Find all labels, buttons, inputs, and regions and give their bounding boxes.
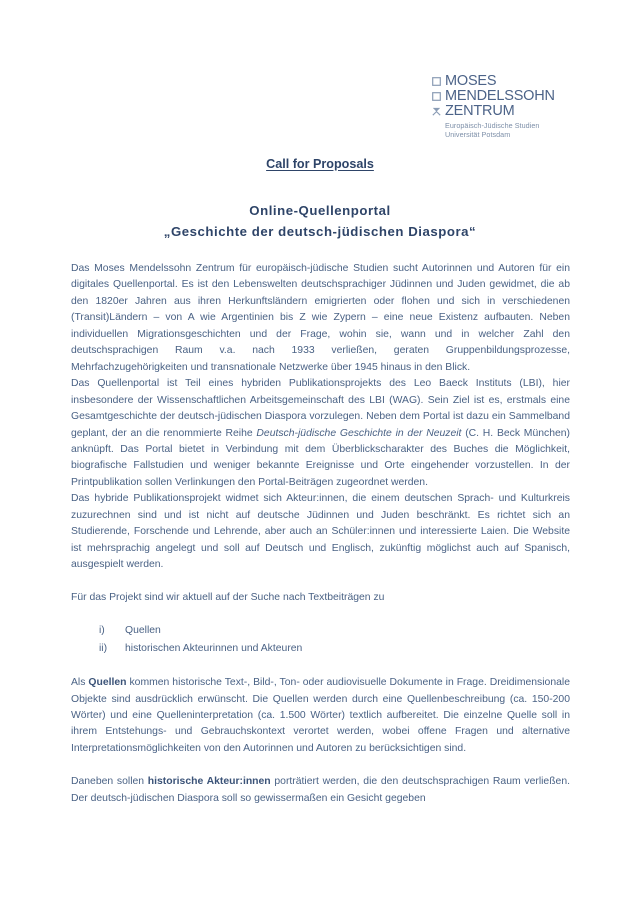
- logo-subtitle-line-2: Universität Potsdam: [445, 130, 511, 140]
- organization-logo: [432, 74, 577, 140]
- emphasis-akteurinnen: historische Akteur:innen: [147, 776, 271, 788]
- paragraph-text-part: porträtiert werden, die den deutschsprachigen Raum verließen. Der deutsch-jüdischen Diaspora soll so gewissermaßen ein Gesicht gegeben: [71, 776, 571, 804]
- logo-subtitle-line-1: Europäisch-Jüdische Studien: [445, 121, 540, 130]
- logo-line-moses: [432, 74, 577, 88]
- paragraph-actors: [71, 774, 570, 807]
- paragraph-sources: [71, 675, 570, 757]
- paragraph-text-part: kommen historische Text-, Bild-, Ton- oder audiovisuelle Dokumente in Frage. Dreidimensionale Objekte sind ausdrücklich erwünscht. Die Quellen werden durch eine Quellenbeschreibung (ca. 150-200 Wörter) und eine Quelleninterpretation (ca. 1.500 Wörter) textlich aufbereitet. Die einzelne Quelle soll in ihrem Entstehungs- und Gebrauchskontext verortet werden, wobei offene Fragen und alternative Interpretationsmöglichkeiten von den Autorinnen und Autoren zu berücksichtigen sind.: [71, 677, 570, 754]
- list-item-marker: i): [99, 625, 105, 637]
- square-outline-icon: [432, 92, 441, 101]
- spacer: [71, 574, 570, 590]
- list-item: [71, 640, 570, 658]
- paragraph-project-context: [71, 376, 570, 491]
- list-item-marker: ii): [99, 643, 108, 655]
- logo-line-zentrum: [432, 104, 577, 118]
- spacer: [71, 606, 570, 622]
- paragraph-audience: Das hybride Publikationsprojekt widmet sich Akteur:innen, die einem deutschen Sprach- und Kulturkreis zuzurechnen sind und ist nicht auf deutsche Jüdinnen und Juden beschränkt. Es richtet sich an Studierende, Forschende und Lehrende, aber auch an Schüler:innen und interessierte Laien. Die Website ist mehrsprachig angelegt und soll auf Deutsch und Englisch, zukünftig möglichst auch auf Spanisch, ausgespielt werden.: [71, 493, 570, 571]
- paragraph-text-part: Daneben sollen: [71, 776, 148, 788]
- paragraph-intro: Das Moses Mendelssohn Zentrum für europäisch-jüdische Studien sucht Autorinnen und Autoren für ein digitales Quellenportal. Es ist den Lebenswelten deutschsprachiger Jüdinnen und Juden gewidmet, die ab den 1820er Jahren aus ihren Herkunftsländern emigrierten oder flohen und sich in verschiedenen (Transit)Ländern – von A wie Argentinien bis Z wie Zypern – eine neue Existenz aufbauten. Neben individuellen Migrationsgeschichten und der Frage, wohin sie, wann und in welcher Zahl den deutschsprachigen Raum v.a. nach 1933 verließen, geraten Gruppenbildungsprozesse, Mehrfachzugehörigkeiten und transnationale Netzwerke über 1945 hinaus in den Blick.: [71, 263, 570, 373]
- logo-line-mendelssohn: [432, 89, 577, 103]
- document-subtitle: [0, 201, 640, 243]
- logo-word-moses: MOSES: [445, 73, 497, 89]
- document-body: [71, 261, 570, 807]
- emphasis-quellen: Quellen: [88, 677, 127, 689]
- paragraph-text-part: (C. H. Beck München) anknüpft. Das Portal bietet in Verbindung mit dem Überblickscharakter des Buches die Möglichkeit, biografische Fallstudien und weniger bekannte Ereignisse und Orte eingehender vorzustellen. In der Printpublikation sollen Verlinkungen den Portal-Beiträgen zugeordnet werden.: [71, 427, 570, 488]
- logo-word-zentrum: ZENTRUM: [445, 103, 515, 119]
- square-outline-icon: [432, 77, 441, 86]
- paragraph-text-part: Als: [71, 677, 89, 689]
- book-series-title: Deutsch-jüdische Geschichte in der Neuzeit: [256, 427, 462, 439]
- spacer: [71, 658, 570, 675]
- subtitle-line-2: „Geschichte der deutsch-jüdischen Diaspora“: [163, 224, 477, 239]
- subtitle-line-1: Online-Quellenportal: [249, 203, 391, 218]
- list-item-label: historischen Akteurinnen und Akteuren: [125, 643, 303, 655]
- spacer: [71, 757, 570, 774]
- list-item-label: Quellen: [125, 625, 161, 637]
- paragraph-text-part: Das Quellenportal ist Teil eines hybriden Publikationsprojekts des Leo Baeck Instituts (LBI), hier insbesondere der Wissenschaftlichen Arbeitsgemeinschaft des LBI (WAG). Sein Ziel ist es, erstmals eine Gesamtgeschichte der deutsch-jüdischen Diaspora vorzulegen. Neben dem Portal ist dazu ein Sammelband geplant, der an die renommierte Reihe: [71, 378, 570, 439]
- logo-word-mendelssohn: MENDELSSOHN: [445, 88, 555, 104]
- page-title: Call for Proposals: [266, 157, 374, 171]
- logo-wordmark: [432, 74, 577, 118]
- hourglass-icon: [432, 107, 441, 116]
- contribution-types-list: [71, 622, 570, 658]
- list-item: [71, 622, 570, 640]
- paragraph-call-lead-in: Für das Projekt sind wir aktuell auf der Suche nach Textbeiträgen zu: [71, 591, 385, 603]
